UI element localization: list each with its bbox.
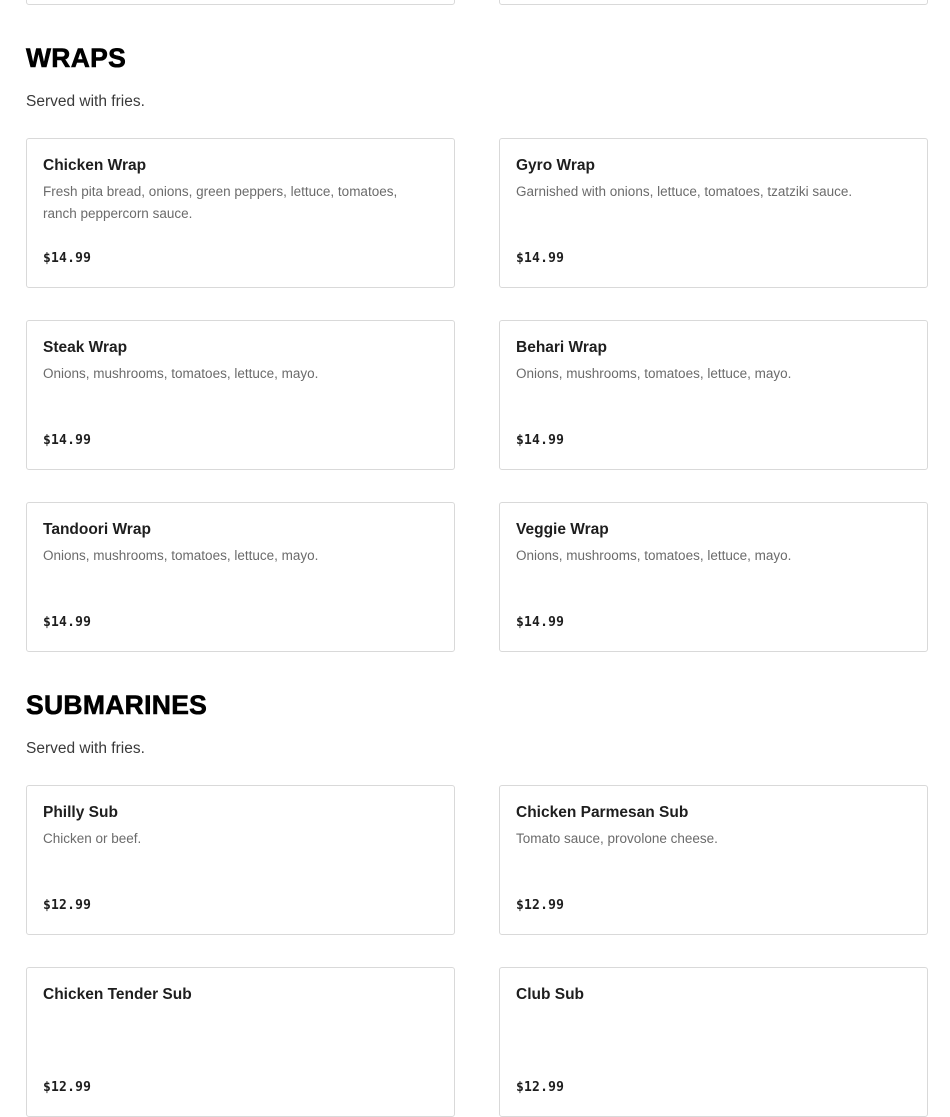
item-description: Onions, mushrooms, tomatoes, lettuce, mayo. xyxy=(516,548,792,563)
item-name: Tandoori Wrap xyxy=(43,521,151,538)
menu-item-card[interactable] xyxy=(26,785,455,935)
section-title: WRAPS xyxy=(26,43,127,73)
item-price: $12.99 xyxy=(516,1080,565,1095)
section-items xyxy=(26,138,928,652)
menu-item-card[interactable] xyxy=(499,785,928,935)
item-description: Onions, mushrooms, tomatoes, lettuce, mayo. xyxy=(43,548,319,563)
item-price: $14.99 xyxy=(43,433,92,448)
item-price: $12.99 xyxy=(43,898,92,913)
item-price: $12.99 xyxy=(43,1080,92,1095)
item-description: Onions, mushrooms, tomatoes, lettuce, mayo. xyxy=(43,366,319,381)
item-description: Tomato sauce, provolone cheese. xyxy=(516,831,718,846)
item-name: Behari Wrap xyxy=(516,339,608,356)
section-wraps xyxy=(26,43,928,652)
item-price: $14.99 xyxy=(516,615,565,630)
previous-section-items xyxy=(26,0,928,5)
item-description: Garnished with onions, lettuce, tomatoes, tzatziki sauce. xyxy=(516,184,853,199)
section-subtitle: Served with fries. xyxy=(26,93,145,110)
menu-item-card[interactable] xyxy=(26,502,455,652)
menu-item-card[interactable] xyxy=(26,967,455,1117)
item-name: Club Sub xyxy=(516,986,585,1003)
menu-item-card[interactable] xyxy=(26,138,455,288)
section-subtitle: Served with fries. xyxy=(26,740,145,757)
item-name: Chicken Tender Sub xyxy=(43,986,192,1003)
menu-item-card[interactable] xyxy=(499,502,928,652)
menu-item-card[interactable] xyxy=(499,138,928,288)
menu-list xyxy=(26,0,928,1117)
menu-item-card[interactable] xyxy=(26,320,455,470)
item-name: Gyro Wrap xyxy=(516,157,595,174)
section-title: SUBMARINES xyxy=(26,690,208,720)
item-name: Philly Sub xyxy=(43,804,118,821)
menu-item-card[interactable] xyxy=(499,967,928,1117)
item-price: $12.99 xyxy=(516,898,565,913)
item-description: Chicken or beef. xyxy=(43,831,142,846)
item-name: Veggie Wrap xyxy=(516,521,609,538)
item-price: $14.99 xyxy=(43,615,92,630)
item-name: Steak Wrap xyxy=(43,339,128,356)
section-items xyxy=(26,785,928,1117)
item-price: $14.99 xyxy=(43,251,92,266)
item-name: Chicken Parmesan Sub xyxy=(516,804,689,821)
menu-item-card[interactable] xyxy=(499,0,928,5)
item-price: $14.99 xyxy=(516,251,565,266)
menu-item-card[interactable] xyxy=(499,320,928,470)
item-description: Onions, mushrooms, tomatoes, lettuce, mayo. xyxy=(516,366,792,381)
item-price: $14.99 xyxy=(516,433,565,448)
menu-item-card[interactable] xyxy=(26,0,455,5)
item-description: Fresh pita bread, onions, green peppers, lettuce, tomatoes, ranch peppercorn sauce. xyxy=(43,184,398,221)
item-name: Chicken Wrap xyxy=(43,157,147,174)
section-submarines xyxy=(26,690,928,1117)
